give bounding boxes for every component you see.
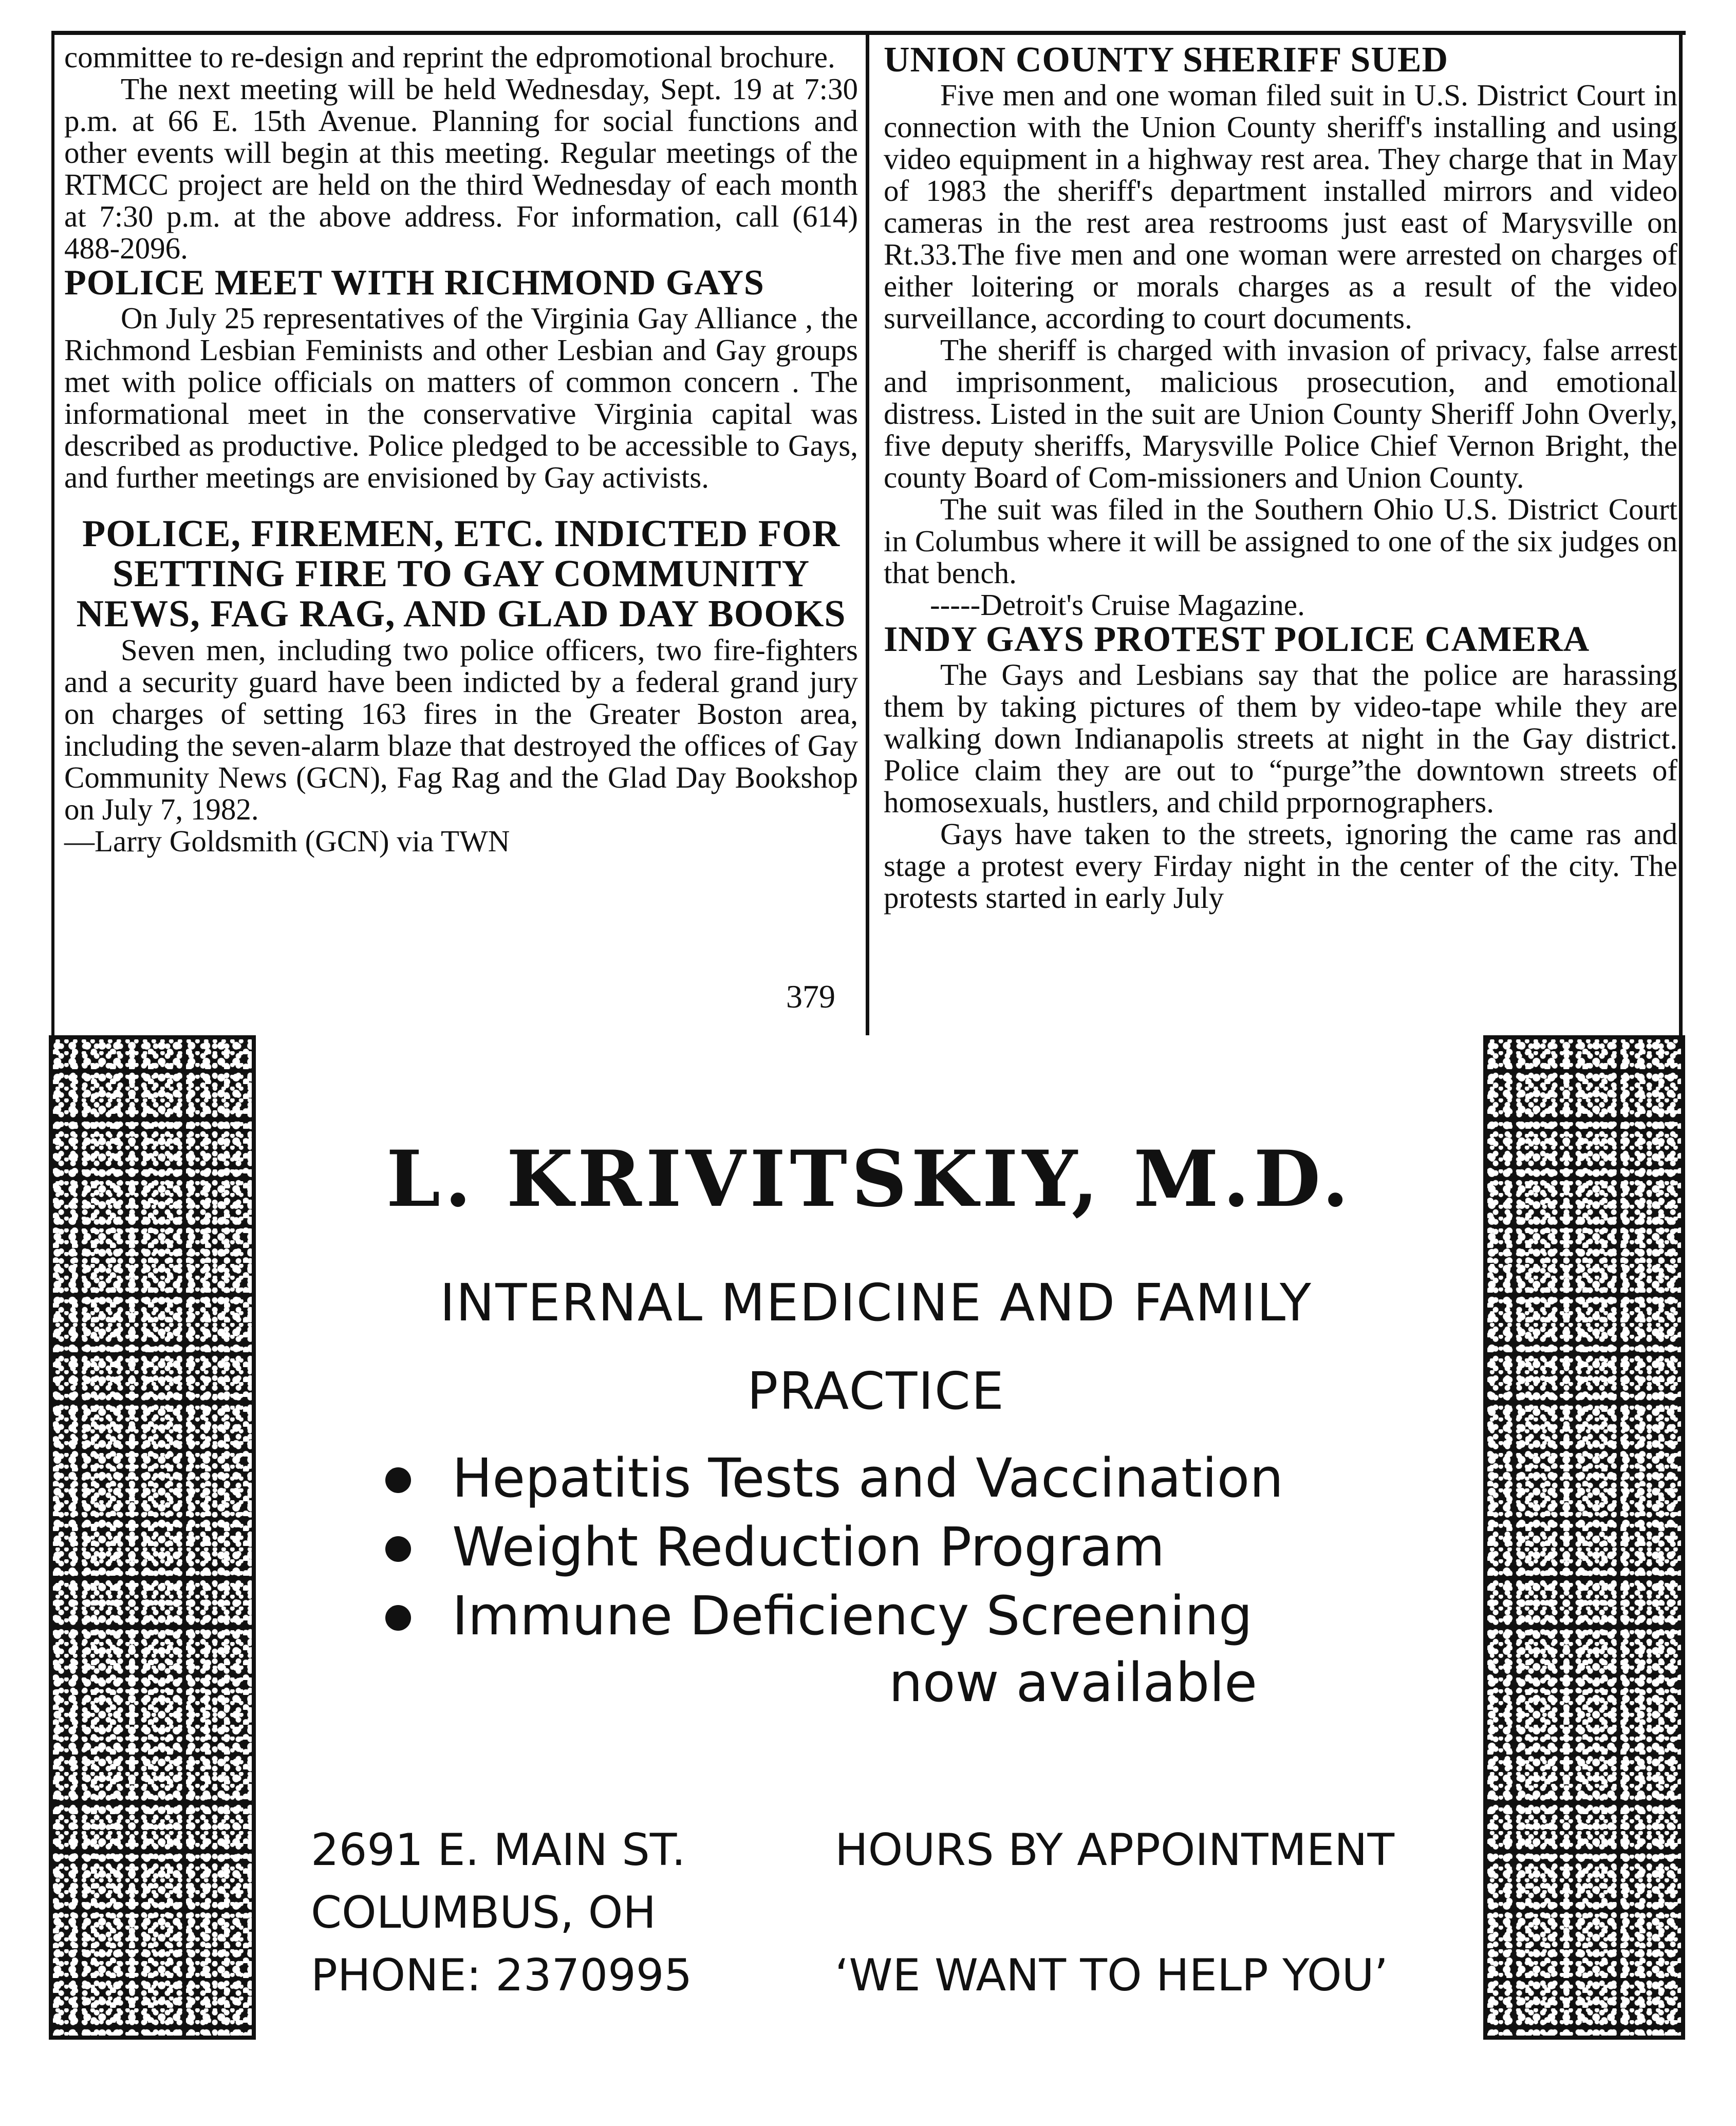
headline-indy: INDY GAYS PROTEST POLICE CAMERA xyxy=(884,620,1590,659)
sheriff-paragraph-1: Five men and one woman filed suit in U.S. District Court in connection with the Union County sheriff's installing and using video equipment in a highway rest area. They charge that in May of 1983 the sheriff's department installed mirrors and video cameras in the rest area restrooms just east of Marysville on Rt.33.The five men and one woman were arrested on charges of either loitering or morals charges as a result of the video surveillance, according to court documents. xyxy=(884,78,1677,335)
address-line-1: 2691 E. MAIN ST. xyxy=(311,1824,686,1876)
headline-indicted: POLICE, FIREMEN, ETC. INDICTED FOR SETTING FIRE TO GAY COMMUNITY NEWS, FAG RAG, AND GLAD DAY BOOKS xyxy=(76,513,846,635)
left-para-1: committee to re-design and reprint the edpromotional brochure. xyxy=(64,40,835,74)
indicted-paragraph: Seven men, including two police officers, two fire-fighters and a security guard have been indicted by a federal grand jury on charges of setting 163 fires in the Greater Boston area, including the seven-alarm blaze that destroyed the offices of Gay Community News (GCN), Fag Rag and the Glad Day Bookshop on July 7, 1982. xyxy=(64,633,858,826)
right-credit: -----Detroit's Cruise Magazine. xyxy=(930,588,1305,622)
column-divider xyxy=(866,31,869,1035)
specialty: INTERNAL MEDICINE AND FAMILY PRACTICE xyxy=(440,1273,1312,1421)
bullet-icon xyxy=(385,1605,411,1631)
right-frame-edge xyxy=(1679,31,1683,1035)
sheriff-paragraph-3: The suit was filed in the Southern Ohio U.S. District Court in Columbus where it will be assigned to one of the six judges on that bench. xyxy=(884,492,1677,590)
service-item: Immune Deficiency Screening xyxy=(380,1581,1382,1650)
richmond-paragraph: On July 25 representatives of the Virginia Gay Alliance , the Richmond Lesbian Feminists and other Lesbian and Gay groups met with police officials on matters of common concern . The informational meet in the conservative Virginia capital was described as productive. Police pledged to be accessible to Gays, and further meetings are envisioned by Gay activists. xyxy=(64,301,858,494)
address-block xyxy=(311,1819,692,2007)
slogan: ‘WE WANT TO HELP YOU’ xyxy=(835,1950,1388,2001)
hours-text: HOURS BY APPOINTMENT xyxy=(835,1824,1395,1876)
service-item: Weight Reduction Program xyxy=(380,1513,1382,1581)
doctor-name: L. KRIVITSKIY, M.D. xyxy=(386,1134,1353,1224)
headline-sheriff: UNION COUNTY SHERIFF SUED xyxy=(884,40,1449,80)
page-number: 379 xyxy=(786,978,835,1015)
sheriff-paragraph-2: The sheriff is charged with invasion of privacy, false arrest and imprisonment, malicious prosecution, and emotional distress. Listed in the suit are Union County Sheriff John Overly, five deputy sheriffs, Marysville Police Chief Vernon Bright, the county Board of Com-missioners and Union County. xyxy=(884,333,1677,494)
availability-note: now available xyxy=(889,1651,1258,1714)
left-credit: —Larry Goldsmith (GCN) via TWN xyxy=(64,824,510,858)
hours-block xyxy=(835,1819,1394,2007)
left-column xyxy=(64,41,858,857)
address-line-2: COLUMBUS, OH xyxy=(311,1887,657,1938)
services-list xyxy=(380,1444,1382,1650)
bullet-icon xyxy=(385,1467,411,1493)
decorative-texture-left xyxy=(53,1039,252,2036)
service-item: Hepatitis Tests and Vaccination xyxy=(380,1444,1382,1513)
indy-paragraph-1: The Gays and Lesbians say that the police are harassing them by taking pictures of them by video-tape while they are walking down Indianapolis streets at night in the Gay district. Police claim they are out to “purge”the downtown streets of homosexuals, hustlers, and child prpornographers. xyxy=(884,658,1677,819)
bullet-icon xyxy=(385,1536,411,1562)
decorative-texture-right xyxy=(1487,1039,1681,2036)
indy-paragraph-2: Gays have taken to the streets, ignoring the came ras and stage a protest every Firday night in the center of the city. The protests started in early July xyxy=(884,817,1677,915)
headline-richmond: POLICE MEET WITH RICHMOND GAYS xyxy=(64,263,764,303)
right-column xyxy=(884,41,1677,913)
phone-number: PHONE: 2370995 xyxy=(311,1950,693,2001)
meeting-paragraph: The next meeting will be held Wednesday, Sept. 19 at 7:30 p.m. at 66 E. 15th Avenue. Planning for social functions and other events will begin at this meeting. Regular meetings of the RTMCC project are held on the third Wednesday of each month at 7:30 p.m. at the above address. For information, call (614) 488-2096. xyxy=(64,72,858,265)
